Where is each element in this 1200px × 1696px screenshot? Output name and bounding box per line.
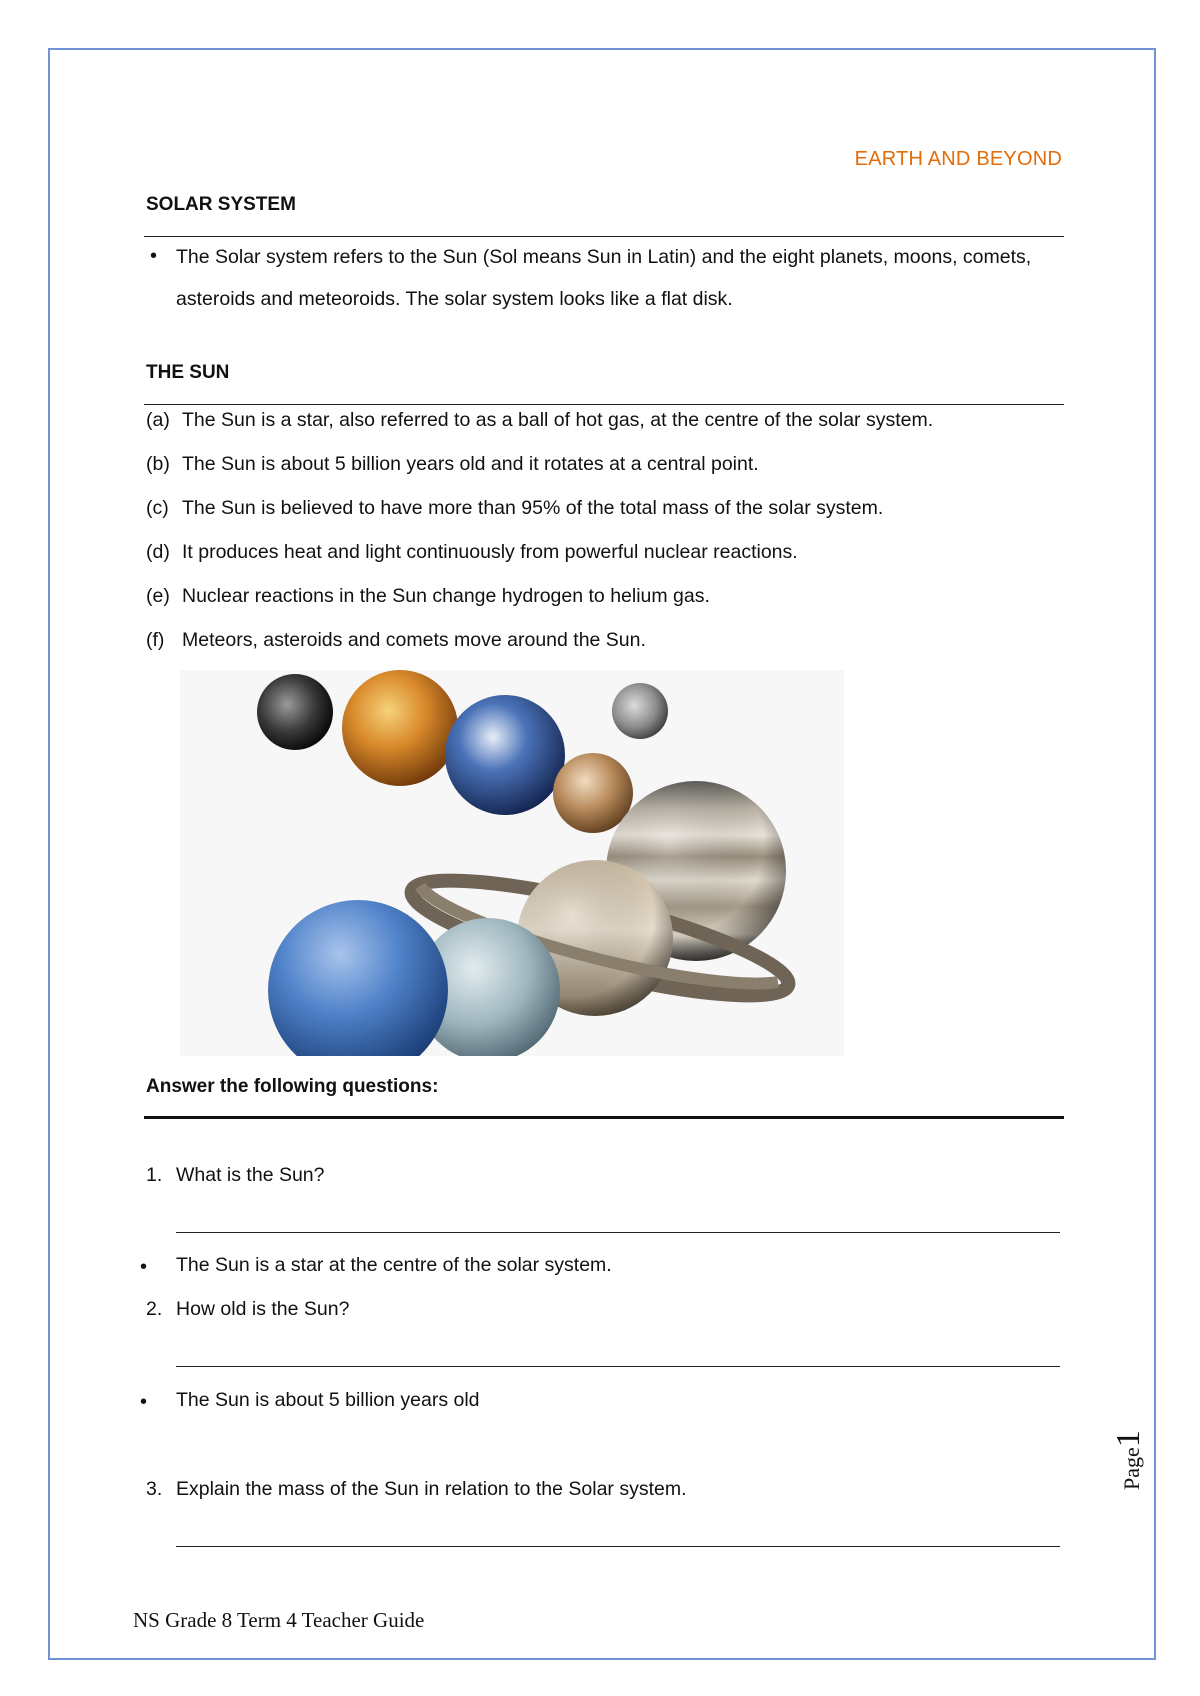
- mercury-planet: [257, 674, 333, 750]
- question-item: [146, 1478, 687, 1501]
- question-item: [146, 1164, 325, 1187]
- moon: [612, 683, 668, 739]
- answer-line[interactable]: [176, 1366, 1060, 1367]
- sun-fact-label: (e): [146, 585, 170, 607]
- questions-rule: [144, 1116, 1064, 1119]
- sun-fact-item: [146, 497, 883, 520]
- sun-fact-item: [146, 629, 646, 652]
- question-number: 2.: [146, 1298, 163, 1320]
- sun-fact-label: (f): [146, 629, 165, 651]
- question-item: [146, 1298, 349, 1321]
- sun-title: THE SUN: [146, 362, 230, 383]
- sun-rule: [144, 404, 1064, 405]
- solar-system-title: SOLAR SYSTEM: [146, 194, 296, 215]
- footer-text: NS Grade 8 Term 4 Teacher Guide: [133, 1608, 425, 1632]
- sun-fact-text: Nuclear reactions in the Sun change hydrogen to helium gas.: [182, 585, 710, 607]
- page-number-value: 1: [1110, 1430, 1147, 1448]
- sun-fact-text: It produces heat and light continuously from powerful nuclear reactions.: [182, 541, 798, 563]
- sun-fact-item: [146, 453, 759, 476]
- section-header-tag: EARTH AND BEYOND: [854, 148, 1062, 170]
- planets-illustration: [180, 670, 844, 1056]
- mars-planet: [553, 753, 633, 833]
- solar-system-description: The Solar system refers to the Sun (Sol means Sun in Latin) and the eight planets, moons, comets, asteroids and meteoroids. The solar system looks like a flat disk.: [176, 246, 1032, 310]
- earth-planet: [445, 695, 565, 815]
- page-number: [1110, 1430, 1148, 1490]
- sun-fact-item: [146, 409, 933, 432]
- sun-fact-text: The Sun is a star, also referred to as a ball of hot gas, at the centre of the solar system.: [182, 409, 934, 431]
- sun-fact-text: Meteors, asteroids and comets move around the Sun.: [182, 629, 646, 651]
- sun-fact-text: The Sun is about 5 billion years old and it rotates at a central point.: [182, 453, 759, 475]
- bullet-icon: •: [150, 245, 158, 267]
- sun-fact-label: (a): [146, 409, 170, 431]
- question-text: What is the Sun?: [176, 1164, 325, 1186]
- question-text: How old is the Sun?: [176, 1298, 350, 1320]
- question-number: 1.: [146, 1164, 163, 1186]
- answer-line[interactable]: [176, 1546, 1060, 1547]
- questions-title: Answer the following questions:: [146, 1076, 439, 1097]
- question-text: Explain the mass of the Sun in relation to the Solar system.: [176, 1478, 687, 1500]
- answer-line[interactable]: [176, 1232, 1060, 1233]
- page-label: Page: [1119, 1447, 1144, 1490]
- bullet-icon: •: [140, 1256, 148, 1278]
- sun-fact-item: [146, 585, 710, 608]
- sun-fact-label: (b): [146, 453, 170, 475]
- bullet-icon: •: [140, 1391, 148, 1413]
- question-number: 3.: [146, 1478, 163, 1500]
- sun-fact-text: The Sun is believed to have more than 95% of the total mass of the solar system.: [182, 497, 884, 519]
- sun-fact-item: [146, 541, 798, 564]
- sun-fact-label: (c): [146, 497, 169, 519]
- venus-planet: [342, 670, 458, 786]
- answer-text: The Sun is a star at the centre of the solar system.: [176, 1254, 612, 1276]
- sun-fact-label: (d): [146, 541, 170, 563]
- answer-text: The Sun is about 5 billion years old: [176, 1389, 480, 1411]
